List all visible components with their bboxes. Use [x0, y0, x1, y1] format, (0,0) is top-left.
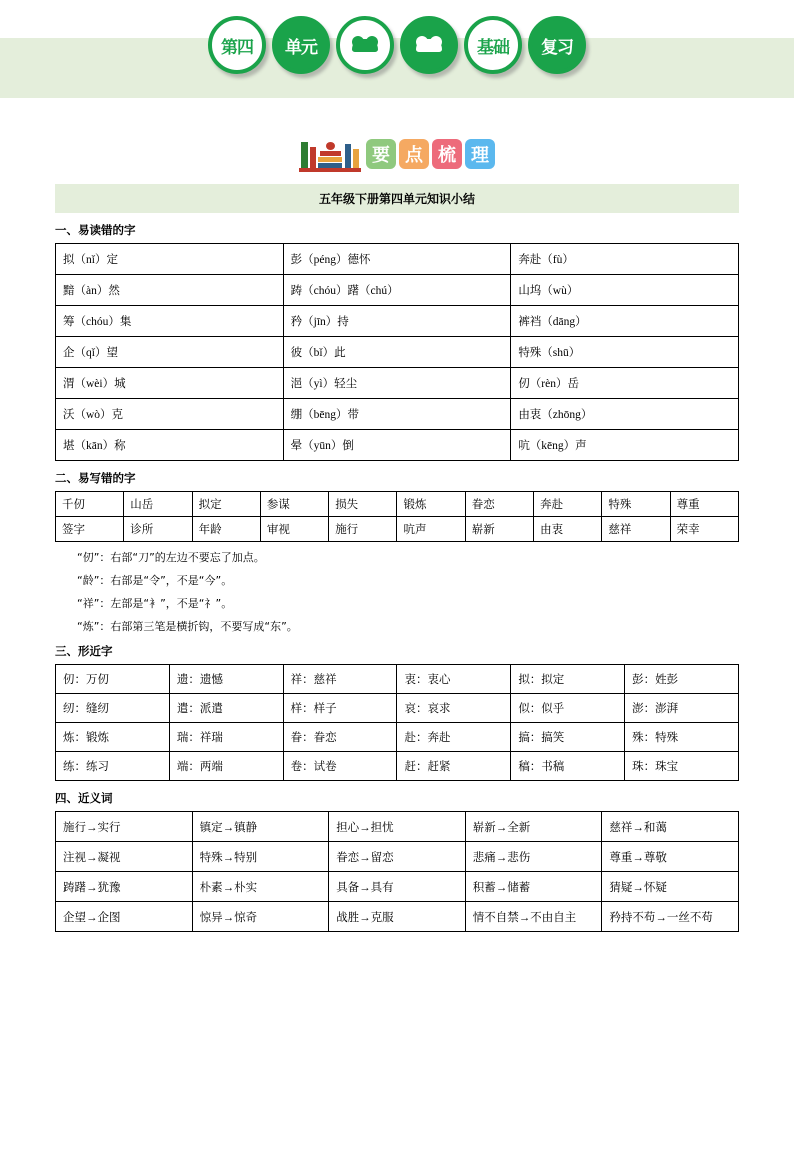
- header-bubble-label: 第四: [221, 37, 253, 58]
- section-heading-3: 三、形近字: [55, 644, 113, 658]
- table-cell: 拟（nǐ）定: [56, 244, 284, 275]
- table-cell: 拟：拟定: [511, 665, 625, 694]
- table-cell: 拟定: [192, 492, 260, 517]
- note-item: “祥”：左部是“衤”，不是“礻”。: [77, 597, 233, 610]
- table-cell: 筹（chóu）集: [56, 306, 284, 337]
- table-cell: 祥：慈祥: [283, 665, 397, 694]
- table-cell: 赶：赶紧: [397, 752, 511, 781]
- table-cell: 眷：眷恋: [283, 723, 397, 752]
- table-cell: 积蓄→储蓄: [465, 872, 602, 902]
- table-similar-shape-characters: [55, 664, 739, 781]
- table-synonyms: [55, 811, 739, 932]
- table-cell: 搞：搞笑: [511, 723, 625, 752]
- table-cell: 施行→实行: [56, 812, 193, 842]
- header-bubble-基础: [464, 16, 522, 74]
- books-icon: [299, 136, 361, 172]
- table-cell: 企（qǐ）望: [56, 337, 284, 368]
- table-cell: 由衷（zhōng）: [511, 399, 739, 430]
- table-cell: 锻炼: [397, 492, 465, 517]
- table-cell: 审视: [260, 517, 328, 542]
- table-cell: 情不自禁→不由自主: [465, 902, 602, 932]
- table-cell: 注视→凝视: [56, 842, 193, 872]
- table-cell: 矜持不苟→一丝不苟: [602, 902, 739, 932]
- table-row: [56, 399, 739, 430]
- book-stack-2: [318, 157, 342, 162]
- table-cell: 由衷: [534, 517, 602, 542]
- table-row: [56, 244, 739, 275]
- key-points-title-bar: [0, 132, 794, 172]
- note-item: “炼”：右部第三笔是横折钩，不要写成“东”。: [77, 620, 298, 633]
- table-row: [56, 306, 739, 337]
- table-cell: 练：练习: [56, 752, 170, 781]
- table-row: [56, 665, 739, 694]
- table-cell: 浥（yì）轻尘: [283, 368, 511, 399]
- table-row: [56, 337, 739, 368]
- table-cell: 卷：试卷: [283, 752, 397, 781]
- table-cell: 澎：澎湃: [625, 694, 739, 723]
- table-cell: 损失: [329, 492, 397, 517]
- header-banner: [0, 38, 794, 98]
- header-bubble-复习: [528, 16, 586, 74]
- table-cell: 具备→具有: [329, 872, 466, 902]
- note-item: “龄”：右部是“令”，不是“今”。: [77, 574, 233, 587]
- table-cell: 镇定→镇静: [192, 812, 329, 842]
- table-cell: 吭（kēng）声: [511, 430, 739, 461]
- table-cell: 年龄: [192, 517, 260, 542]
- table-cell: 渭（wèi）城: [56, 368, 284, 399]
- table-cell: 眷恋: [465, 492, 533, 517]
- table-cell: 彭（péng）德怀: [283, 244, 511, 275]
- table-row: [56, 694, 739, 723]
- table-easy-misread-characters: [55, 243, 739, 461]
- table-cell: 崭新: [465, 517, 533, 542]
- table-cell: 眷恋→留恋: [329, 842, 466, 872]
- table-cell: 衷：衷心: [397, 665, 511, 694]
- section-heading-2: 二、易写错的字: [55, 471, 136, 485]
- table-cell: 特殊（shū）: [511, 337, 739, 368]
- table-row: [56, 752, 739, 781]
- book-blue: [345, 144, 351, 168]
- table-cell: 似：似乎: [511, 694, 625, 723]
- book-stack-3: [320, 151, 341, 156]
- table-body-3: [56, 665, 739, 781]
- table-row: [56, 902, 739, 932]
- table-cell: 沃（wò）克: [56, 399, 284, 430]
- table-cell: 特殊: [602, 492, 670, 517]
- book-green: [301, 142, 308, 168]
- table-cell: 尊重→尊敬: [602, 842, 739, 872]
- table-row: [56, 275, 739, 306]
- table-row: [56, 517, 739, 542]
- table-cell: 哀：哀求: [397, 694, 511, 723]
- table-cell: 瑞：祥瑞: [169, 723, 283, 752]
- table-cell: 绷（bēng）带: [283, 399, 511, 430]
- table-cell: 遗：遗憾: [169, 665, 283, 694]
- table-cell: 奔赴（fù）: [511, 244, 739, 275]
- table-cell: 战胜→克服: [329, 902, 466, 932]
- header-bubble-cloud-icon: [336, 16, 394, 74]
- table-body-2: [56, 492, 739, 542]
- table-cell: 殊：特殊: [625, 723, 739, 752]
- header-bubble-label: 基础: [477, 37, 509, 58]
- table-cell: 赴：奔赴: [397, 723, 511, 752]
- table-cell: 签字: [56, 517, 124, 542]
- table-cell: 彭：姓彭: [625, 665, 739, 694]
- table-row: [56, 723, 739, 752]
- table-easy-miswritten-characters: [55, 491, 739, 542]
- table-cell: 稿：书稿: [511, 752, 625, 781]
- table-cell: 仞：万仞: [56, 665, 170, 694]
- book-yellow: [353, 149, 359, 168]
- table-cell: 遣：派遣: [169, 694, 283, 723]
- table-cell: 千仞: [56, 492, 124, 517]
- table-cell: 慈祥→和蔼: [602, 812, 739, 842]
- document-content: [0, 184, 794, 932]
- book-stack-1: [318, 163, 342, 168]
- table-cell: 彼（bǐ）此: [283, 337, 511, 368]
- table-cell: 奔赴: [534, 492, 602, 517]
- table-row: [56, 430, 739, 461]
- table-cell: 黯（àn）然: [56, 275, 284, 306]
- header-bubble-group: [0, 16, 794, 74]
- header-bubble-第四: [208, 16, 266, 74]
- key-point-tile-理: 理: [465, 139, 495, 169]
- table-cell: 踌躇→犹豫: [56, 872, 193, 902]
- note-list: [55, 549, 739, 634]
- table-row: [56, 368, 739, 399]
- table-cell: 山岳: [124, 492, 192, 517]
- key-point-tile-梳: 梳: [432, 139, 462, 169]
- table-cell: 诊所: [124, 517, 192, 542]
- table-cell: 吭声: [397, 517, 465, 542]
- table-cell: 炼：锻炼: [56, 723, 170, 752]
- bookshelf-bar: [299, 168, 361, 172]
- table-cell: 踌（chóu）躇（chú）: [283, 275, 511, 306]
- book-red: [310, 147, 316, 168]
- table-cell: 端：两端: [169, 752, 283, 781]
- apple-icon: [326, 142, 335, 150]
- table-cell: 仞（rèn）岳: [511, 368, 739, 399]
- header-bubble-label: 单元: [285, 37, 317, 58]
- table-body-1: [56, 244, 739, 461]
- table-cell: 慈祥: [602, 517, 670, 542]
- table-cell: 样：样子: [283, 694, 397, 723]
- table-cell: 裤裆（dāng）: [511, 306, 739, 337]
- table-cell: 矜（jīn）持: [283, 306, 511, 337]
- table-cell: 特殊→特别: [192, 842, 329, 872]
- table-row: [56, 872, 739, 902]
- table-cell: 施行: [329, 517, 397, 542]
- table-cell: 猜疑→怀疑: [602, 872, 739, 902]
- table-cell: 晕（yūn）倒: [283, 430, 511, 461]
- table-cell: 珠：珠宝: [625, 752, 739, 781]
- table-cell: 朴素→朴实: [192, 872, 329, 902]
- table-cell: 尊重: [670, 492, 738, 517]
- header-bubble-label: 复习: [541, 37, 573, 58]
- table-cell: 企望→企图: [56, 902, 193, 932]
- key-point-tile-要: 要: [366, 139, 396, 169]
- table-cell: 山坞（wù）: [511, 275, 739, 306]
- table-body-4: [56, 812, 739, 932]
- table-cell: 堪（kān）称: [56, 430, 284, 461]
- table-cell: 惊异→惊奇: [192, 902, 329, 932]
- key-point-tile-点: 点: [399, 139, 429, 169]
- note-item: “仞”：右部“刀”的左边不要忘了加点。: [77, 551, 265, 564]
- table-cell: 担心→担忧: [329, 812, 466, 842]
- cloud-icon: [352, 39, 378, 52]
- table-row: [56, 492, 739, 517]
- table-row: [56, 812, 739, 842]
- section-heading-4: 四、近义词: [55, 791, 113, 805]
- section-heading-1: 一、易读错的字: [55, 223, 136, 237]
- page-title: 五年级下册第四单元知识小结: [55, 184, 739, 213]
- table-cell: 荣幸: [670, 517, 738, 542]
- table-cell: 参谋: [260, 492, 328, 517]
- table-cell: 纫：缝纫: [56, 694, 170, 723]
- table-cell: 悲痛→悲伤: [465, 842, 602, 872]
- key-points-tiles: [366, 139, 495, 172]
- header-bubble-单元: [272, 16, 330, 74]
- cloud-icon: [416, 39, 442, 52]
- table-cell: 崭新→全新: [465, 812, 602, 842]
- header-bubble-cloud-icon: [400, 16, 458, 74]
- table-row: [56, 842, 739, 872]
